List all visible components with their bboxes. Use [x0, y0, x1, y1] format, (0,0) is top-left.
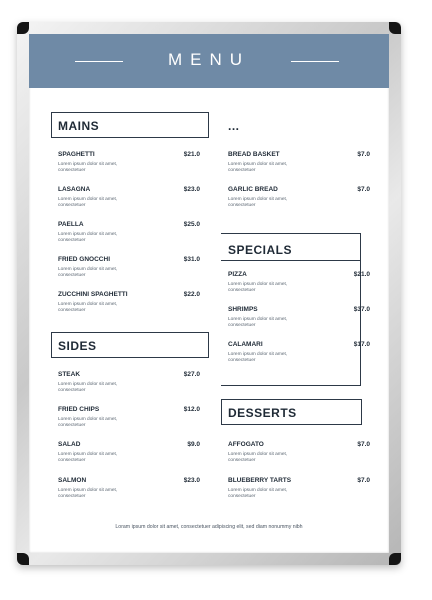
item-description: Lorem ipsum dolor sit amet, consectetuer — [58, 452, 118, 463]
item-name: GARLIC BREAD — [228, 186, 278, 193]
mains-title: MAINS — [58, 119, 100, 133]
item-price: $7.0 — [357, 441, 370, 448]
item-description: Lorem ipsum dolor sit amet, consectetuer — [228, 282, 288, 293]
item-price: $21.0 — [353, 271, 370, 278]
item-price: $22.0 — [183, 291, 200, 298]
item-price: $9.0 — [187, 441, 200, 448]
item-description: Lorem ipsum dolor sit amet, consectetuer — [228, 452, 288, 463]
item-description: Lorem ipsum dolor sit amet, consectetuer — [58, 267, 118, 278]
frame-corner-top-right — [389, 22, 401, 34]
menu-title: MENU — [167, 50, 251, 69]
item-price: $25.0 — [183, 221, 200, 228]
item-description: Lorem ipsum dolor sit amet, consectetuer — [58, 162, 118, 173]
item-price: $23.0 — [183, 477, 200, 484]
item-name: LASAGNA — [58, 186, 91, 193]
item-description: Lorem ipsum dolor sit amet, consectetuer — [58, 488, 118, 499]
item-price: $37.0 — [353, 306, 370, 313]
banner-rule-right — [291, 61, 339, 62]
item-price: $7.0 — [357, 477, 370, 484]
item-name: CALAMARI — [228, 341, 263, 348]
item-name: BREAD BASKET — [228, 151, 280, 158]
item-price: $7.0 — [357, 151, 370, 158]
item-price: $12.0 — [183, 406, 200, 413]
item-name: BLUEBERRY TARTS — [228, 477, 292, 484]
item-description: Lorem ipsum dolor sit amet, consectetuer — [58, 232, 118, 243]
item-name: FRIED CHIPS — [58, 406, 100, 413]
item-description: Lorem ipsum dolor sit amet, consectetuer — [228, 317, 288, 328]
item-name: PIZZA — [228, 271, 247, 278]
item-description: Lorem ipsum dolor sit amet, consectetuer — [58, 197, 118, 208]
item-name: SPAGHETTI — [58, 151, 95, 158]
specials-title: SPECIALS — [228, 243, 293, 257]
item-description: Lorem ipsum dolor sit amet, consectetuer — [228, 352, 288, 363]
item-price: $31.0 — [183, 256, 200, 263]
item-name: SHRIMPS — [228, 306, 258, 313]
item-price: $17.0 — [353, 341, 370, 348]
item-price: $21.0 — [183, 151, 200, 158]
menu-banner — [29, 34, 389, 88]
item-description: Lorem ipsum dolor sit amet, consectetuer — [228, 488, 288, 499]
item-price: $27.0 — [183, 371, 200, 378]
item-description: Lorem ipsum dolor sit amet, consectetuer — [58, 302, 118, 313]
frame-corner-bottom-right — [389, 553, 401, 565]
item-name: PAELLA — [58, 221, 84, 228]
item-name: AFFOGATO — [228, 441, 264, 448]
frame-corner-top-left — [17, 22, 29, 34]
specials-divider — [221, 260, 361, 261]
item-name: ZUCCHINI SPAGHETTI — [58, 291, 128, 298]
item-price: $23.0 — [183, 186, 200, 193]
item-name: SALMON — [58, 477, 87, 484]
item-name: SALAD — [58, 441, 81, 448]
sides-title: SIDES — [58, 339, 97, 353]
item-description: Lorem ipsum dolor sit amet, consectetuer — [228, 197, 288, 208]
item-description: Lorem ipsum dolor sit amet, consectetuer — [58, 382, 118, 393]
item-price: $7.0 — [357, 186, 370, 193]
extra-title: ... — [228, 119, 240, 133]
menu-sheet — [29, 34, 389, 553]
frame-corner-bottom-left — [17, 553, 29, 565]
desserts-title: DESSERTS — [228, 406, 297, 420]
item-description: Lorem ipsum dolor sit amet, consectetuer — [228, 162, 288, 173]
item-description: Lorem ipsum dolor sit amet, consectetuer — [58, 417, 118, 428]
footer-text: Loram ipsum dolor sit amet, consectetuer adipiscing elit, sed diam nonummy nibh — [115, 524, 303, 530]
item-name: FRIED GNOCCHI — [58, 256, 110, 263]
item-name: STEAK — [58, 371, 81, 378]
